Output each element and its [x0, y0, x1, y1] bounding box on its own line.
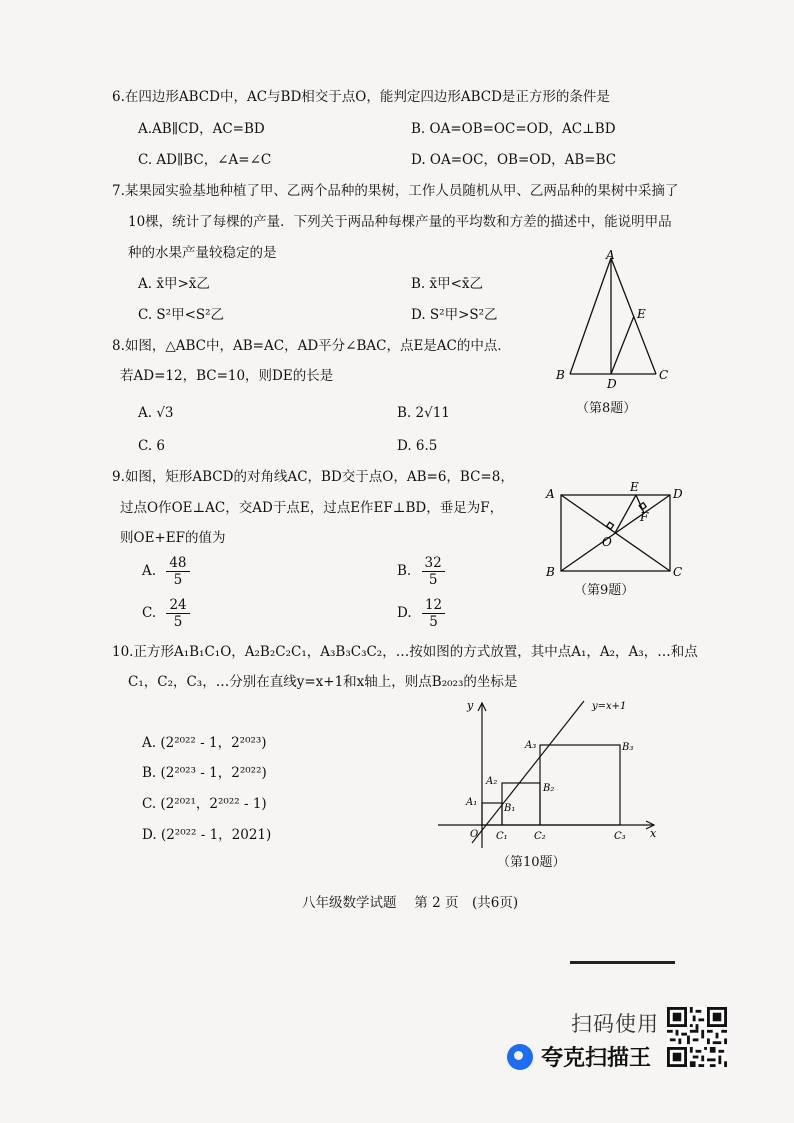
q9-label-d: D: [673, 487, 683, 501]
q8-option-c: C. 6: [138, 438, 166, 454]
q9-option-b-denominator: 5: [428, 572, 438, 588]
q9-label-c: C: [673, 565, 683, 579]
q10-caption: （第10题）: [497, 855, 566, 870]
q8-label-d: D: [607, 377, 617, 390]
brand-name: 夸克扫描王: [541, 1046, 652, 1071]
q9-label-b: B: [546, 565, 555, 579]
q9-option-a-denominator: 5: [173, 572, 183, 588]
q6-option-a: A.AB∥CD，AC=BD: [138, 121, 265, 137]
q9-option-d: [397, 597, 445, 630]
q9-option-c: [142, 597, 190, 630]
q10-label-y: y: [467, 699, 474, 712]
q9-option-b: [397, 555, 445, 588]
q9-label-f: F: [640, 510, 649, 524]
q9-option-d-denominator: 5: [429, 614, 438, 630]
q9-option-a: [142, 555, 190, 588]
q7-option-d: D. S²甲>S²乙: [411, 307, 498, 323]
q9-caption: （第9题）: [574, 583, 635, 598]
q10-label-b1: B₁: [504, 803, 516, 814]
q8-label-e: E: [637, 307, 646, 321]
divider: [570, 961, 675, 964]
q8-caption: （第8题）: [576, 401, 637, 416]
q10-stem-line2: C₁，C₂，C₃，…分别在直线y=x+1和x轴上，则点B₂₀₂₃的坐标是: [128, 674, 518, 690]
quark-scanner-brand: [507, 1041, 651, 1072]
scan-to-use-label: 扫码使用: [571, 1012, 659, 1036]
q7-stem-line2: 10棵，统计了每棵的产量．下列关于两品种每棵产量的平均数和方差的描述中，能说明甲品: [128, 214, 672, 230]
q10-label-line: y=x+1: [592, 701, 627, 712]
q7-stem-line3: 种的水果产量较稳定的是: [128, 245, 277, 261]
q6-option-c: C. AD∥BC，∠A=∠C: [138, 152, 272, 168]
q9-option-c-label: C.: [142, 605, 157, 621]
q10-label-c3: C₃: [614, 831, 626, 842]
q10-label-x: x: [650, 827, 657, 840]
page-footer: 八年级数学试题 第 2 页 (共6页): [302, 895, 519, 911]
q9-option-c-denominator: 5: [173, 614, 183, 630]
q9-rectangle-figure: [540, 480, 685, 580]
q10-option-b: B. (2²⁰²³ - 1，2²⁰²²): [142, 765, 267, 781]
q7-stem-line1: 7.某果园实验基地种植了甲、乙两个品种的果树，工作人员随机从甲、乙两品种的果树中采摘了: [112, 183, 679, 199]
q10-label-b2: B₂: [543, 783, 555, 794]
q9-option-d-numerator: 12: [422, 597, 445, 614]
q9-option-c-numerator: 24: [166, 597, 189, 614]
q8-label-b: B: [556, 368, 565, 382]
q10-label-o: O: [470, 829, 479, 840]
q8-label-a: A: [606, 248, 615, 262]
q8-option-d: D. 6.5: [397, 438, 438, 454]
q10-label-a2: A₂: [486, 776, 498, 787]
q9-label-e: E: [630, 480, 639, 494]
q6-option-b: B. OA=OB=OC=OD，AC⊥BD: [411, 121, 616, 137]
q8-stem-line1: 8.如图，△ABC中，AB=AC，AD平分∠BAC，点E是AC的中点．: [112, 338, 511, 354]
q9-label-o: O: [602, 535, 612, 549]
q10-label-a1: A₁: [466, 797, 478, 808]
q10-option-d: D. (2²⁰²² - 1，2021): [142, 827, 272, 843]
qr-code-icon[interactable]: [667, 1007, 727, 1067]
q9-option-b-label: B.: [397, 563, 412, 579]
q8-triangle-figure: [548, 248, 678, 390]
q8-option-b: B. 2√11: [397, 405, 450, 421]
q9-stem-line1: 9.如图，矩形ABCD的对角线AC，BD交于点O，AB=6，BC=8，: [112, 469, 514, 485]
q8-option-a: A. √3: [138, 405, 174, 421]
q8-label-c: C: [659, 368, 669, 382]
q9-option-a-label: A.: [142, 563, 157, 579]
q6-option-d: D. OA=OC，OB=OD，AB=BC: [411, 152, 617, 168]
q9-stem-line3: 则OE+EF的值为: [120, 530, 226, 546]
q10-label-a3: A₃: [525, 740, 537, 751]
q7-option-b: B. x̄甲<x̄乙: [411, 276, 484, 292]
q9-option-d-label: D.: [397, 605, 412, 621]
q10-label-c2: C₂: [534, 831, 546, 842]
q10-stem-line1: 10.正方形A₁B₁C₁O，A₂B₂C₂C₁，A₃B₃C₃C₂，…按如图的方式放置，其中点A₁，A₂，A₃，…和点: [112, 644, 698, 660]
quark-logo-icon: [507, 1044, 533, 1070]
q9-option-a-numerator: 48: [166, 555, 189, 572]
q7-option-c: C. S²甲<S²乙: [138, 307, 225, 323]
q10-label-b3: B₃: [622, 742, 634, 753]
q7-option-a: A. x̄甲>x̄乙: [138, 276, 210, 292]
q9-stem-line2: 过点O作OE⊥AC，交AD于点E，过点E作EF⊥BD，垂足为F，: [120, 500, 504, 516]
q10-option-a: A. (2²⁰²² - 1，2²⁰²³): [142, 735, 267, 751]
q10-label-c1: C₁: [496, 831, 508, 842]
q9-option-b-numerator: 32: [422, 555, 445, 572]
q9-label-a: A: [546, 487, 555, 501]
q8-stem-line2: 若AD=12，BC=10，则DE的长是: [120, 368, 334, 384]
q10-coordinate-figure: [432, 693, 667, 853]
q6-stem: 6.在四边形ABCD中，AC与BD相交于点O，能判定四边形ABCD是正方形的条件是: [112, 89, 610, 105]
q10-option-c: C. (2²⁰²¹，2²⁰²² - 1): [142, 796, 267, 812]
